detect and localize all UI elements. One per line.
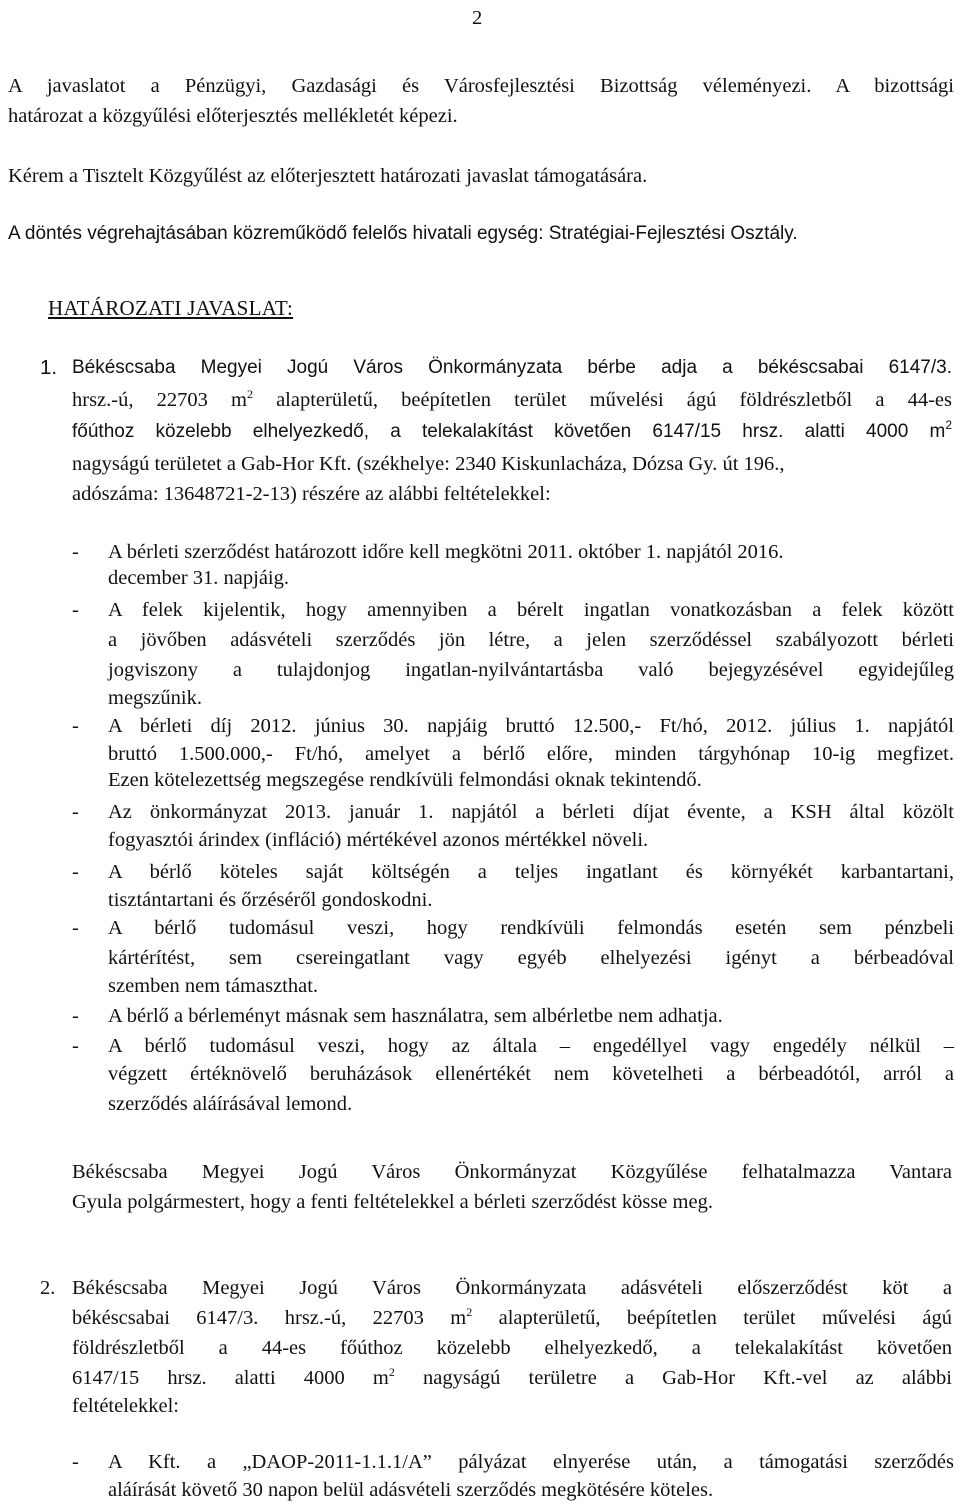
sup-2d: 2 [388, 1365, 395, 1379]
intro-line-2: határozat a közgyűlési előterjesztés mellékletét képezi. [8, 105, 458, 127]
item1-number: 1. [40, 356, 58, 379]
intro-line-4: A döntés végrehajtásában közreműködő felelős hivatali egység: Stratégiai-Fejlesztési Osztály. [8, 223, 798, 244]
authorization-line-1: Békéscsaba Megyei Jogú Város Önkormányzat Közgyűlése felhatalmazza Vantara [72, 1161, 952, 1183]
cond2-line-1: A felek kijelentik, hogy amennyiben a bérelt ingatlan vonatkozásban a felek között [108, 599, 954, 621]
cond1-line-1: A bérleti szerződést határozott időre kell megkötni 2011. október 1. napjától 2016. [108, 541, 784, 563]
item1-line-5: adószáma: 13648721-2-13) részére az alábbi feltételekkel: [72, 483, 551, 505]
item2-line-2 [72, 1306, 952, 1330]
cond2-dash: - [72, 599, 79, 621]
cond5-line-2: tisztántartani és őrzéséről gondoskodni. [108, 889, 433, 911]
cond4-dash: - [72, 801, 79, 823]
cond7-line-1: A bérlő a bérleményt másnak sem használatra, sem albérletbe nem adhatja. [108, 1005, 723, 1027]
item1-line-3 [72, 420, 952, 444]
cond5-line-1: A bérlő köteles saját költségén a teljes ingatlant és környékét karbantartani, [108, 861, 954, 883]
cond3-line-2: bruttó 1.500.000,- Ft/hó, amelyet a bérlő előre, minden tárgyhónap 10-ig megfizet. [108, 743, 954, 765]
item2-line-3: földrészletből a 44-es főúthoz közelebb elhelyezkedő, a telekalakítást követően [72, 1337, 952, 1359]
sup-2b: 2 [945, 418, 952, 432]
cond8-line-2: végzett értéknövelő beruházások ellenértékét nem követelheti a bérbeadótól, arról a [108, 1063, 954, 1085]
cond2-1-line-2: aláírását követő 30 napon belül adásvételi szerződés megkötésére köteles. [108, 1479, 714, 1501]
cond6-dash: - [72, 917, 79, 939]
cond7-dash: - [72, 1005, 79, 1027]
cond8-line-3: szerződés aláírásával lemond. [108, 1093, 353, 1115]
cond1-dash: - [72, 541, 79, 563]
cond6-line-3: szemben nem támaszthat. [108, 975, 319, 997]
cond5-dash: - [72, 861, 79, 883]
item2-line-4 [72, 1366, 952, 1390]
intro-line-3: Kérem a Tisztelt Közgyűlést az előterjesztett határozati javaslat támogatására. [8, 165, 648, 187]
item1-line-2b: alapterületű, beépítetlen terület művelési ágú földrészletből a 44-es [252, 389, 952, 411]
cond2-line-2: a jövőben adásvételi szerződés jön létre, a jelen szerződéssel szabályozott bérleti [108, 629, 954, 651]
page-number: 2 [472, 7, 483, 29]
cond4-line-2: fogyasztói árindex (infláció) mértékével azonos mértékkel növeli. [108, 829, 649, 851]
cond6-line-2: kártérítést, sem csereingatlant vagy egyéb elhelyezési igényt a bérbeadóval [108, 947, 954, 969]
item1-line-2 [72, 388, 952, 412]
sup-2: 2 [246, 387, 253, 401]
cond8-line-1: A bérlő tudomásul veszi, hogy az általa – engedéllyel vagy engedély nélkül – [108, 1035, 954, 1057]
item2-line-4b: nagyságú területre a Gab-Hor Kft.-vel az alábbi [394, 1367, 952, 1389]
item2-line-5: feltételekkel: [72, 1395, 179, 1417]
cond3-line-1: A bérleti díj 2012. június 30. napjáig bruttó 12.500,- Ft/hó, 2012. július 1. napjától [108, 715, 954, 737]
item1-line-3a: főúthoz közelebb elhelyezkedő, a telekalakítást követően 6147/15 hrsz. alatti 4000 m [72, 421, 946, 442]
cond2-1-dash: - [72, 1451, 79, 1473]
item1-line-2a: hrsz.-ú, 22703 m [72, 389, 247, 411]
authorization-line-2: Gyula polgármestert, hogy a fenti feltételekkel a bérleti szerződést kösse meg. [72, 1191, 713, 1213]
cond3-dash: - [72, 715, 79, 737]
resolution-heading: HATÁROZATI JAVASLAT: [48, 296, 294, 320]
cond2-line-3: jogviszony a tulajdonjog ingatlan-nyilvántartásba való bejegyzésével egyidejűleg [108, 659, 954, 681]
cond8-dash: - [72, 1035, 79, 1057]
cond2-line-4: megszűnik. [108, 687, 202, 709]
cond4-line-1: Az önkormányzat 2013. január 1. napjától a bérleti díjat évente, a KSH által közölt [108, 801, 954, 823]
item2-line-2a: békéscsabai 6147/3. hrsz.-ú, 22703 m [72, 1307, 467, 1329]
cond6-line-1: A bérlő tudomásul veszi, hogy rendkívüli felmondás esetén sem pénzbeli [108, 917, 954, 939]
cond1-line-2: december 31. napjáig. [108, 567, 290, 589]
intro-line-1: A javaslatot a Pénzügyi, Gazdasági és Városfejlesztési Bizottság véleményezi. A bizottsági [8, 75, 954, 97]
item1-line-4: nagyságú területet a Gab-Hor Kft. (székhelye: 2340 Kiskunlacháza, Dózsa Gy. út 196., [72, 453, 785, 475]
cond3-line-3: Ezen kötelezettség megszegése rendkívüli felmondási oknak tekintendő. [108, 769, 702, 791]
sup-2c: 2 [466, 1305, 473, 1319]
item2-line-4a: 6147/15 hrsz. alatti 4000 m [72, 1367, 389, 1389]
item2-line-2b: alapterületű, beépítetlen terület művelési ágú [472, 1307, 952, 1329]
item2-line-1: Békéscsaba Megyei Jogú Város Önkormányzata adásvételi előszerződést köt a [72, 1277, 952, 1299]
item1-line-1: Békéscsaba Megyei Jogú Város Önkormányzata bérbe adja a békéscsabai 6147/3. [72, 357, 952, 378]
cond2-1-line-1: A Kft. a „DAOP-2011-1.1.1/A” pályázat elnyerése után, a támogatási szerződés [108, 1451, 954, 1473]
item2-number: 2. [40, 1277, 56, 1299]
